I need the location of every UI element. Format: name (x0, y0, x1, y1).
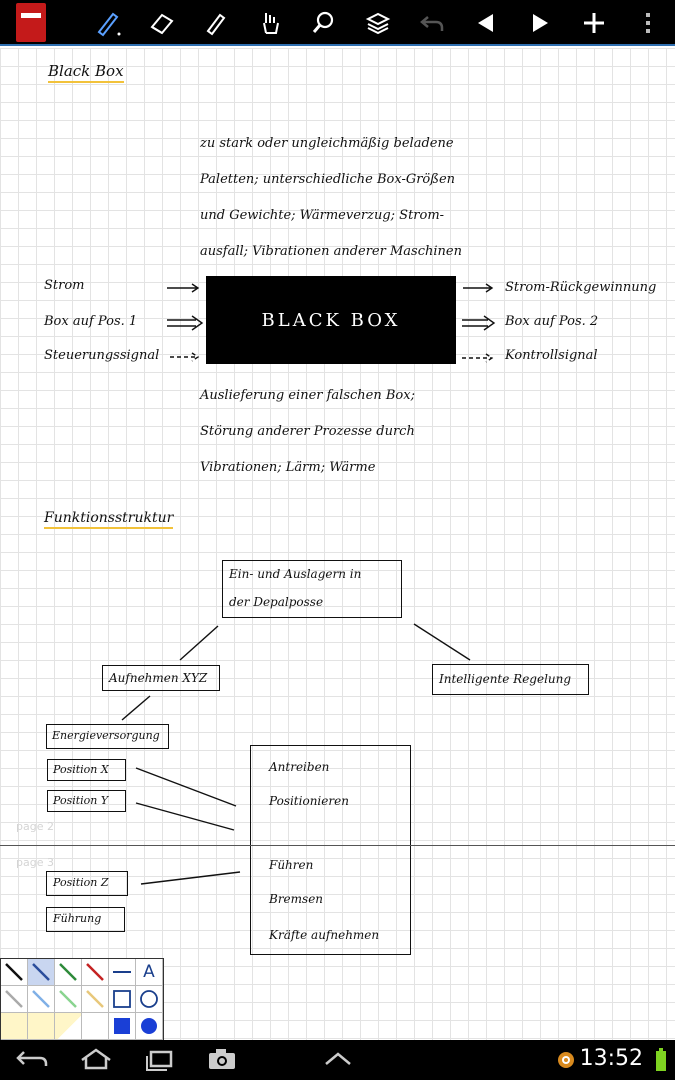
battery-icon (655, 1048, 667, 1072)
zoom-icon[interactable] (304, 7, 344, 39)
output-label-kontrollsignal: Kontrollsignal (505, 348, 598, 363)
function-label: Bremsen (269, 892, 324, 906)
arrow-strom (167, 284, 198, 292)
pen-icon[interactable] (88, 7, 128, 39)
notebook-icon[interactable] (16, 3, 46, 42)
input-label-steuerungssignal: Steuerungssignal (44, 348, 160, 363)
screenshot-camera-icon[interactable] (204, 1046, 240, 1072)
function-label: Position Y (53, 794, 109, 807)
overflow-menu-icon[interactable] (628, 7, 668, 39)
function-label: Aufnehmen XYZ (109, 671, 208, 685)
top-toolbar (0, 0, 675, 46)
output-label-strom-rueckgewinnung: Strom-Rückgewinnung (505, 280, 657, 295)
output-label-box-pos2: Box auf Pos. 2 (505, 314, 599, 329)
circle-tool-icon[interactable] (136, 986, 163, 1013)
line-pos-y (136, 803, 234, 830)
add-page-icon[interactable] (574, 7, 614, 39)
function-label: Führung (53, 912, 102, 925)
tree-line-right (414, 624, 470, 660)
next-page-icon[interactable] (520, 7, 560, 39)
previous-page-icon[interactable] (466, 7, 506, 39)
function-label: Intelligente Regelung (439, 672, 572, 686)
input-label-box-pos1: Box auf Pos. 1 (44, 314, 138, 329)
back-icon[interactable] (14, 1046, 50, 1072)
arrow-signal-out (462, 354, 492, 362)
paragraph-line: Störung anderer Prozesse durch (200, 424, 415, 439)
pen-light-green[interactable] (55, 986, 82, 1013)
text-tool-icon[interactable] (136, 959, 163, 986)
function-label: Position Z (53, 876, 109, 889)
black-box: BLACK BOX (206, 276, 456, 364)
arrow-box-out (462, 316, 494, 330)
line-pos-z (141, 872, 240, 884)
highlighter-yellow-2[interactable] (28, 1013, 55, 1040)
pen-yellow[interactable] (82, 986, 109, 1013)
paragraph-line: Paletten; unterschiedliche Box-Größen (200, 172, 456, 187)
arrow-box-in (167, 316, 202, 330)
paragraph-line: Vibrationen; Lärm; Wärme (200, 460, 376, 475)
undo-icon[interactable] (412, 7, 452, 39)
page-label: page 2 (16, 820, 54, 833)
highlighter-yellow[interactable] (1, 1013, 28, 1040)
pen-light-blue[interactable] (28, 986, 55, 1013)
pen-dark-blue[interactable] (28, 959, 55, 986)
tree-line-left (180, 626, 218, 660)
system-navigation-bar (0, 1040, 675, 1080)
line-pos-x (136, 768, 236, 806)
heading-funktionsstruktur: Funktionsstruktur (44, 510, 173, 529)
text-tool-label: A (143, 962, 155, 982)
hand-icon[interactable] (250, 7, 290, 39)
page-divider (0, 845, 675, 846)
chevron-up-icon[interactable] (320, 1046, 356, 1072)
tree-line-energy (122, 696, 150, 720)
connector-lines (0, 48, 675, 1048)
status-clock: 13:52 (579, 1046, 643, 1071)
highlighter-yellow-3[interactable] (55, 1013, 82, 1040)
arrow-strom-out (463, 284, 492, 292)
filled-circle-tool-icon[interactable] (136, 1013, 163, 1040)
root-function-line2: der Depalposse (229, 595, 324, 609)
highlighter-icon[interactable] (196, 7, 236, 39)
pen-red[interactable] (82, 959, 109, 986)
pen-grey[interactable] (1, 986, 28, 1013)
function-label: Position X (53, 763, 109, 776)
pen-green[interactable] (55, 959, 82, 986)
pen-palette (0, 958, 164, 1040)
heading-black-box: Black Box (48, 62, 124, 83)
arrow-signal-in (170, 353, 198, 361)
pen-black[interactable] (1, 959, 28, 986)
input-label-strom: Strom (44, 278, 85, 293)
empty-slot[interactable] (82, 1013, 109, 1040)
paragraph-line: Auslieferung einer falschen Box; (200, 388, 415, 403)
paragraph-line: und Gewichte; Wärmeverzug; Strom- (200, 208, 445, 223)
eraser-icon[interactable] (142, 7, 182, 39)
line-tool-icon[interactable] (109, 959, 136, 986)
paragraph-line: zu stark oder ungleichmäßig beladene (200, 136, 454, 151)
layers-icon[interactable] (358, 7, 398, 39)
root-function-line1: Ein- und Auslagern in (229, 567, 362, 581)
notification-icon[interactable] (556, 1050, 576, 1070)
function-label: Kräfte aufnehmen (269, 928, 380, 942)
page-label: page 3 (16, 856, 54, 869)
function-label: Antreiben (269, 760, 330, 774)
filled-rectangle-tool-icon[interactable] (109, 1013, 136, 1040)
function-label: Führen (269, 858, 314, 872)
home-icon[interactable] (78, 1046, 114, 1072)
function-label: Energieversorgung (52, 729, 160, 742)
rectangle-tool-icon[interactable] (109, 986, 136, 1013)
paragraph-line: ausfall; Vibrationen anderer Maschinen (200, 244, 462, 259)
function-label: Positionieren (269, 794, 349, 808)
note-canvas[interactable] (0, 48, 675, 1048)
recent-apps-icon[interactable] (142, 1046, 178, 1072)
